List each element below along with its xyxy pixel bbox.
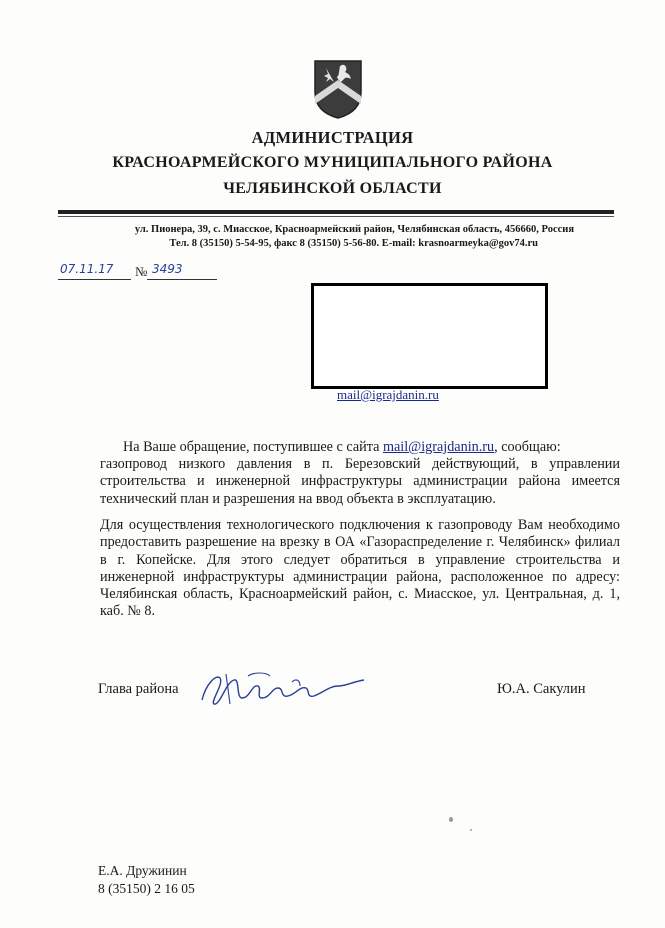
signatory-title: Глава района: [98, 681, 179, 697]
executor-name: Е.А. Дружинин: [98, 863, 187, 878]
signatory-name: Ю.А. Сакулин: [497, 681, 586, 697]
handwritten-signature: [196, 664, 371, 712]
body-paragraph-1: газопровод низкого давления в п. Березовский действующий, в управлении строительства и инженерной инфраструктуры администрации района имеется технический план и разрешения на ввод объекта в эксплуатацию.: [100, 456, 620, 507]
redacted-recipient-box: [311, 283, 548, 389]
issuer-subtitle: КРАСНОАРМЕЙСКОГО МУНИЦИПАЛЬНОГО РАЙОНА: [112, 154, 553, 171]
intro-suffix: , сообщаю:: [494, 439, 561, 455]
contacts-line: Тел. 8 (35150) 5-54-95, факс 8 (35150) 5-56-80. E-mail: krasnoarmeyka@gov74.ru: [169, 238, 538, 249]
executor-block: [98, 862, 195, 898]
address-line: ул. Пионера, 39, с. Миасское, Красноармейский район, Челябинская область, 456660, Россия: [134, 224, 574, 235]
registration-date: 07.11.17: [60, 262, 114, 276]
intro-link[interactable]: mail@igrajdanin.ru: [382, 439, 495, 455]
body-paragraph-2: Для осуществления технологического подключения к газопроводу Вам необходимо предоставить разрешение на врезку в ОА «Газораспределение г. Челябинск» филиал в г. Копейске. Для этого следует обратиться в управление строительства и инженерной инфраструктуры администрации района, расположенное по адресу: Челябинская область, Красноармейский район, с. Миасское, ул. Центральная, д. 1, каб. № 8.: [100, 517, 620, 620]
issuer-title: АДМИНИСТРАЦИЯ: [251, 128, 414, 147]
header-divider: [58, 210, 614, 214]
recipient-email[interactable]: mail@igrajdanin.ru: [337, 387, 439, 402]
issuer-region: ЧЕЛЯБИНСКОЙ ОБЛАСТИ: [223, 180, 442, 197]
number-sign: №: [135, 264, 148, 279]
scan-speck: [449, 817, 453, 822]
executor-phone: 8 (35150) 2 16 05: [98, 881, 195, 896]
intro-prefix: На Ваше обращение, поступившее с сайта: [123, 439, 383, 455]
registration-number: 3493: [152, 262, 183, 276]
coat-of-arms-emblem: [312, 58, 364, 120]
scan-speck: [470, 829, 472, 831]
date-underline: [58, 278, 131, 280]
number-underline: [147, 278, 217, 280]
intro-paragraph: [123, 439, 603, 456]
header-divider-thin: [58, 216, 614, 217]
